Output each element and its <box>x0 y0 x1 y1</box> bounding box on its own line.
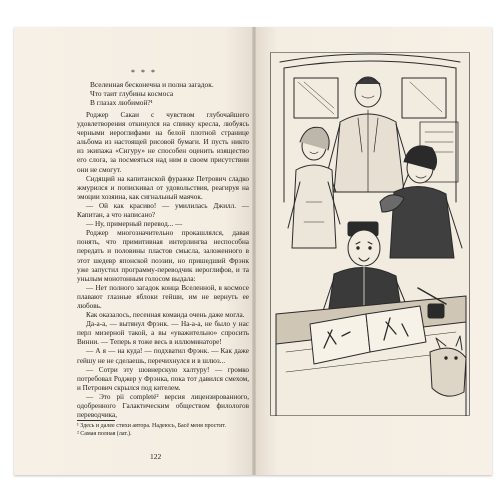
poem-line: Вселенная бесконечна и полна загадок. <box>90 80 214 89</box>
paragraph: — А я — на куда! — подхватил Фрэнк. — Как даже гейшу не не сделаешь, перечихнулся и в шлюз... <box>77 347 249 365</box>
page-number: 122 <box>150 452 162 461</box>
paragraph: — Это pii completé² версия лицензированного, одобренного Галактическим обществом филологов переводчика, <box>77 392 249 420</box>
section-ornament: * * * <box>131 68 157 77</box>
paragraph: — Нет полного загадок конца Вселенной, в космосе плавают глазные яблоки гейши, им не вернуть ее любовь. <box>77 283 249 310</box>
crew-illustration <box>270 52 470 416</box>
poem-line: Что таит глубины космоса <box>90 89 174 98</box>
paragraph: Роджер Сакаи с чувством глубочайшего удовлетворения откинулся на спинку кресла, любуясь черными иероглифами на белой плотной странице альбома из настоящей рисовой бумаги. И пусть никто из экипажа «Сигуру» не способен оценить изящество его слога, за посмеяться над ним в своем присутствии они не смогут. <box>77 111 249 174</box>
footnote: ¹ Здесь и далее стихи автора. Надеюсь, Басё меня простит. <box>77 423 226 429</box>
paragraph: — Ну, примерный перевод... — <box>86 220 183 229</box>
footnote-rule <box>77 420 115 421</box>
paragraph: Как оказалось, песенная команда очень даже могла. <box>86 311 245 320</box>
epigraph-poem <box>90 80 250 107</box>
paragraph: Сидящий на капитанской фуражке Петрович сладко жмурился и попискивал от удовольствия, реагируя на эмоции хозяина, как сигнальный маячок. <box>77 174 249 201</box>
paragraph: — Сотри эту шовнерскую халтуру! — громко потребовал Роджер у Фрэнка, пока тот давился смехом, и Петрович скрылся под кителем. <box>77 365 249 392</box>
paragraph: Роджер многозначительно прокашлялся, давая понять, что примитивная интерлингва неспособна передать и половины пластов смысла, заложенного в этот шедевр японской поэзии, но пришедший Фрэнк уже запустил программу-переводчик иероглифов, и та унылым монотонным голосом выдала: <box>77 229 249 283</box>
poem-line: В глазах любимой?¹ <box>90 98 153 107</box>
left-page <box>14 27 254 475</box>
footnote: ² Самая полная (лат.). <box>77 430 132 437</box>
paragraph: Да-а-а, — вытянул Фрэнк. — На-а-а, не было у нас перл мизерной такой, а вы «уважительно» спросить Винни. — Теперь я тоже весь в иллюминаторе! <box>77 320 249 347</box>
footnotes <box>77 420 249 438</box>
book-spine <box>252 27 256 475</box>
body-text <box>77 111 249 420</box>
paragraph: — Ой как красиво! — умилилась Джилл. — Капитан, а что написано? <box>77 201 249 220</box>
